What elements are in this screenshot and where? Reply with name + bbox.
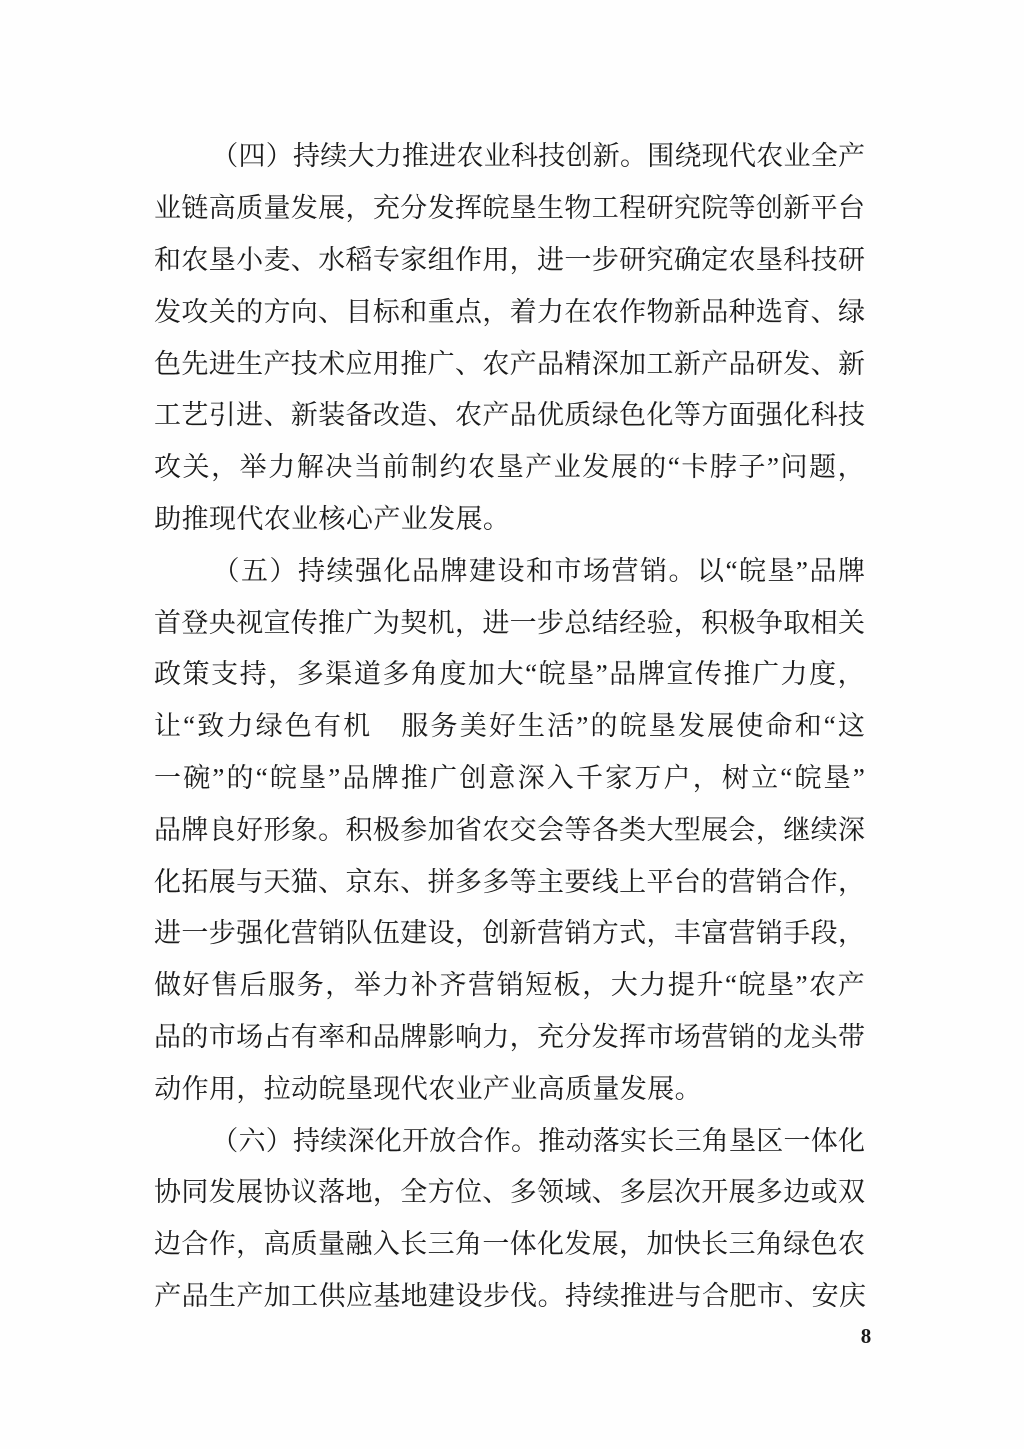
text-line: 攻 关 ， 举 力 解 决 当 前 制 约 农 垦 产 业 发 展 的 “ 卡 脖 子 ” 问 题 ， xyxy=(154,452,865,483)
text-line: 品 牌 良 好 形 象 。 积 极 参 加 省 农 交 会 等 各 类 大 型 展 会 ， 继 续 深 xyxy=(154,814,865,845)
text-line: 助 推 现 代 农 业 核 心 产 业 发 展 。 xyxy=(154,503,510,534)
text-line: 品 的 市 场 占 有 率 和 品 牌 影 响 力 ， 充 分 发 挥 市 场 营 销 的 龙 头 带 xyxy=(154,1021,865,1052)
text-line: （ 四 ） 持 续 大 力 推 进 农 业 科 技 创 新 。 围 绕 现 代 农 业 全 产 xyxy=(211,141,865,172)
text-line: 化 拓 展 与 天 猫 、 京 东 、 拼 多 多 等 主 要 线 上 平 台 的 营 销 合 作 ， xyxy=(154,866,865,897)
text-line: 协 同 发 展 协 议 落 地 ， 全 方 位 、 多 领 域 、 多 层 次 开 展 多 边 或 双 xyxy=(154,1177,865,1208)
text-line: （ 五 ） 持 续 强 化 品 牌 建 设 和 市 场 营 销 。 以 “ 皖 垦 ” 品 牌 xyxy=(212,555,865,586)
text-block xyxy=(154,131,865,1322)
paragraph xyxy=(154,545,865,1115)
paragraph xyxy=(154,131,865,545)
text-line: 业 链 高 质 量 发 展 ， 充 分 发 挥 皖 垦 生 物 工 程 研 究 院 等 创 新 平 台 xyxy=(154,193,865,224)
text-line: 发 攻 关 的 方 向 、 目 标 和 重 点 ， 着 力 在 农 作 物 新 品 种 选 育 、 绿 xyxy=(154,296,865,327)
text-line: 产 品 生 产 加 工 供 应 基 地 建 设 步 伐 。 持 续 推 进 与 合 肥 市 、 安 庆 xyxy=(154,1280,866,1311)
text-line: （ 六 ） 持 续 深 化 开 放 合 作 。 推 动 落 实 长 三 角 垦 区 一 体 化 xyxy=(211,1125,865,1156)
text-line: 和 农 垦 小 麦 、 水 稻 专 家 组 作 用 ， 进 一 步 研 究 确 定 农 垦 科 技 研 xyxy=(154,244,865,275)
text-line: 一 碗 ” 的 “ 皖 垦 ” 品 牌 推 广 创 意 深 入 千 家 万 户 ， 树 立 “ 皖 垦 ” xyxy=(154,762,865,793)
page-number: 8 xyxy=(860,1324,872,1348)
text-line: 动 作 用 ， 拉 动 皖 垦 现 代 农 业 产 业 高 质 量 发 展 。 xyxy=(154,1073,702,1104)
text-line: 政 策 支 持 ， 多 渠 道 多 角 度 加 大 “ 皖 垦 ” 品 牌 宣 传 推 广 力 度 ， xyxy=(154,659,865,690)
text-line: 边 合 作 ， 高 质 量 融 入 长 三 角 一 体 化 发 展 ， 加 快 长 三 角 绿 色 农 xyxy=(154,1229,865,1260)
text-line: 让 “ 致 力 绿 色 有 机 服 务 美 好 生 活 ” 的 皖 垦 发 展 使 命 和 “ 这 xyxy=(154,711,865,742)
text-line: 进 一 步 强 化 营 销 队 伍 建 设 ， 创 新 营 销 方 式 ， 丰 富 营 销 手 段 ， xyxy=(154,918,865,949)
paragraph xyxy=(154,1115,865,1322)
text-line: 做 好 售 后 服 务 ， 举 力 补 齐 营 销 短 板 ， 大 力 提 升 “ 皖 垦 ” 农 产 xyxy=(154,970,865,1001)
text-line: 工 艺 引 进 、 新 装 备 改 造 、 农 产 品 优 质 绿 色 化 等 方 面 强 化 科 技 xyxy=(154,400,865,431)
text-line: 色 先 进 生 产 技 术 应 用 推 广 、 农 产 品 精 深 加 工 新 产 品 研 发 、 新 xyxy=(154,348,865,379)
text-line: 首 登 央 视 宣 传 推 广 为 契 机 ， 进 一 步 总 结 经 验 ， 积 极 争 取 相 关 xyxy=(154,607,865,638)
